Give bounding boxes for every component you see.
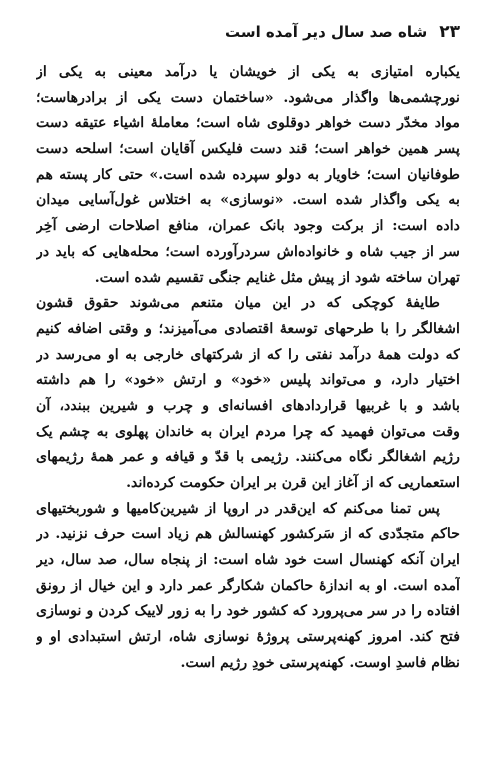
text-line: سر از جیب شاه و خانواده‌اش سردرآورده است؛ محله‌هایی که باید در <box>36 243 460 260</box>
paragraph-1 <box>36 60 460 291</box>
text-line: داده است: از برکت وجود بانک عمران، منافع اصلاحات ارضی آخِر <box>36 218 460 235</box>
text-line: باشد و با غربیها قراردادهای افسانه‌ای و چرب و شیرین ببندد، آن <box>36 397 460 414</box>
body-text <box>36 60 460 677</box>
text-line: نظام فاسدِ اوست. کهنه‌پرستی خودِ رژیم است. <box>180 654 460 671</box>
running-title: شاه صد سال دیر آمده است <box>224 23 428 41</box>
page-number: ۲۳ <box>439 22 460 42</box>
text-line: مواد مخدّر دست خواهر دوقلوی شاه است؛ معاملهٔ اشیاء عتیقه دست <box>36 115 460 132</box>
text-line: افتاده را در سر می‌پرورد که کشور خود را به زور لاییک کردن و نوسازی <box>36 603 460 620</box>
paragraph-3 <box>36 497 460 677</box>
text-line: حاکم متجدّدی که از سَرکشور کهنسالش هم زیاد است حرف نزنید. در <box>36 526 460 543</box>
text-line: ایران آنکه کهنسال است خود شاه است: از پنجاه سال، صد سال، دیر <box>36 552 460 569</box>
text-line: استعماریی که از آغاز این قرن بر ایران حکومت کرده‌اند. <box>126 475 460 491</box>
text-line: اختیار دارد، و می‌تواند پلیس «خود» و ارتش «خود» را هم داشته <box>36 372 460 389</box>
text-line: نورچشمی‌ها واگذار می‌شود. «ساختمان دست یکی از برادرهاست؛ <box>36 89 460 106</box>
text-line: رژیم اشغالگر نگاه می‌کنند. رژیمی با قدّ و قیافه و عمر همهٔ رژیمهای <box>36 449 460 466</box>
text-line: پسر همین خواهر است؛ قند دست فلیکس آقایان است؛ اسلحه دست <box>36 141 460 158</box>
text-line: آمده است. او به اندازهٔ حاکمان شکارگر عمر دارد و این خیال از رونق <box>36 577 460 594</box>
paragraph-2 <box>36 291 460 497</box>
text-line: تهران ساخته شود از پیش مثل غنایم جنگی تقسیم شده است. <box>94 269 460 286</box>
text-line: طوفانیان است؛ خاویار به دولو سپرده شده است.» حتی کار پسته هم <box>36 166 460 183</box>
text-line: اشغالگر را با طرحهای توسعهٔ اقتصادی می‌آمیزند؛ و وقتی اضافه کنیم <box>36 320 460 337</box>
text-line: به یکی واگذار شده است. «نوسازی» به اختلاس غول‌آسایی میدان <box>36 192 460 209</box>
text-line: طایفهٔ کوچکی که در این میان متنعم می‌شوند حقوق قشون <box>36 295 440 312</box>
text-line: وقت می‌توان فهمید که چرا مردم ایران به خاندان پهلوی به چشم یک <box>36 423 460 440</box>
text-line: یکباره امتیازی به یکی از خویشان یا درآمد معینی به یکی از <box>36 64 460 80</box>
text-line: پس تمنا می‌کنم که این‌قدر در اروپا از شیرین‌کامیها و شوربختیهای <box>36 500 440 517</box>
text-line: که دولت همهٔ درآمد نفتی را که از شرکتهای خارجی به او می‌رسد در <box>36 346 460 363</box>
running-header <box>40 22 460 46</box>
text-line: فتح کند. امروز کهنه‌پرستی پروژهٔ نوسازی شاه، ارتش استبدادی او و <box>36 629 460 646</box>
